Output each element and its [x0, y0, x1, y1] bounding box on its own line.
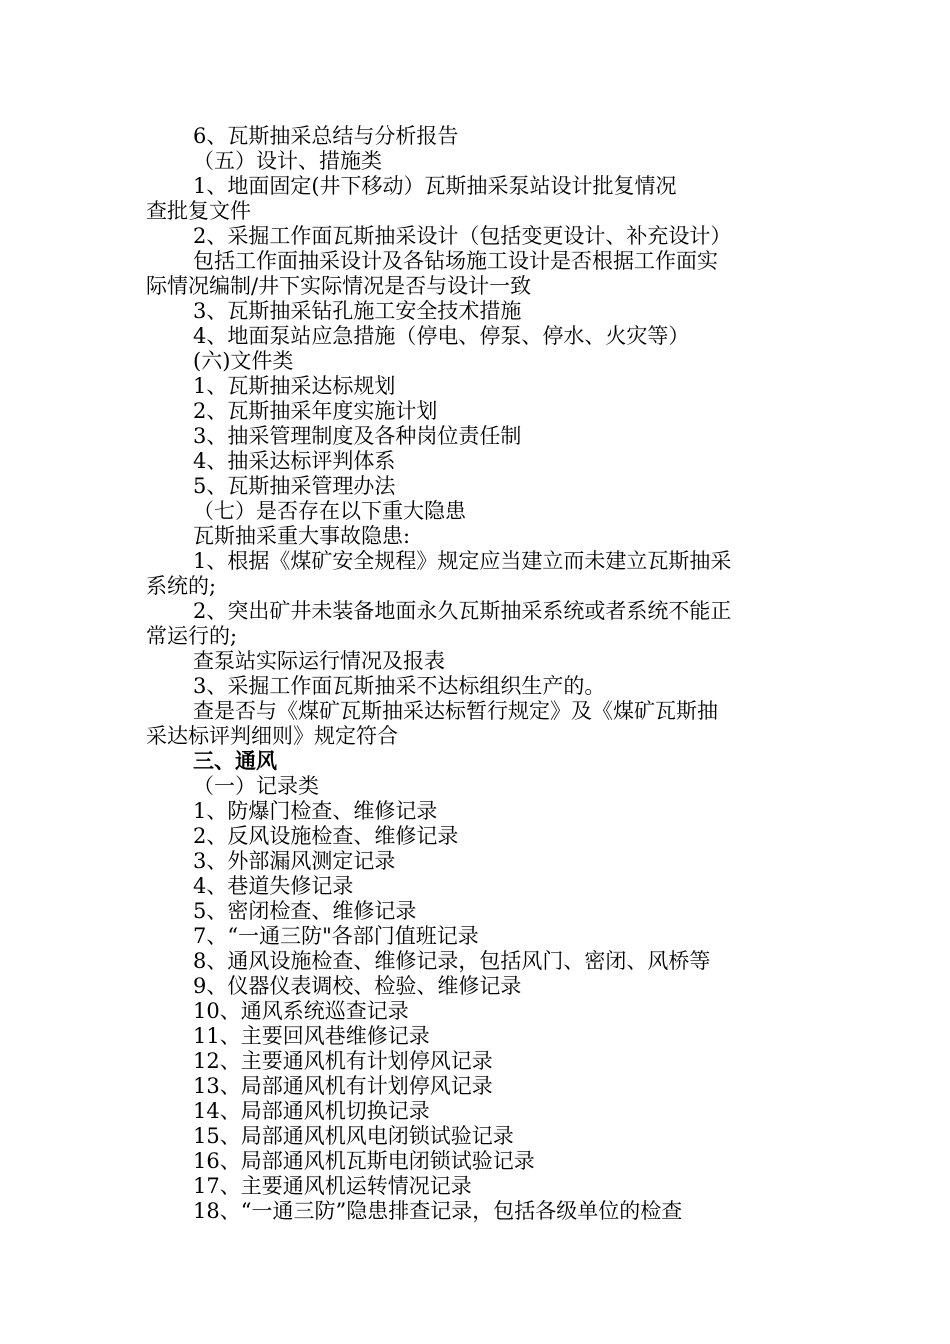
doc-line: 2、瓦斯抽采年度实施计划 — [193, 399, 438, 423]
doc-line: 采达标评判细则》规定符合 — [146, 724, 398, 748]
doc-line: 包括工作面抽采设计及各钻场施工设计是否根据工作面实 — [193, 249, 718, 273]
doc-line: 4、抽采达标评判体系 — [193, 449, 396, 473]
doc-line: 1、根据《煤矿安全规程》规定应当建立而未建立瓦斯抽采 — [193, 549, 732, 573]
doc-line: 12、主要通风机有计划停风记录 — [193, 1049, 493, 1073]
doc-line: 4、巷道失修记录 — [193, 874, 354, 898]
doc-line: 3、抽采管理制度及各种岗位责任制 — [193, 424, 522, 448]
section-heading: （七）是否存在以下重大隐患 — [193, 499, 466, 523]
doc-line: 1、防爆门检查、维修记录 — [193, 799, 438, 823]
section-heading: （一）记录类 — [193, 774, 319, 798]
doc-line: 18、“一通三防”隐患排查记录，包括各级单位的检查 — [193, 1199, 683, 1223]
doc-line: 5、瓦斯抽采管理办法 — [193, 474, 396, 498]
doc-line: 4、地面泵站应急措施（停电、停泵、停水、火灾等） — [193, 324, 690, 348]
doc-line: 14、局部通风机切换记录 — [193, 1099, 430, 1123]
doc-line: 查泵站实际运行情况及报表 — [193, 649, 445, 673]
doc-line: 3、瓦斯抽采钻孔施工安全技术措施 — [193, 299, 522, 323]
section-heading: (六)文件类 — [193, 349, 294, 373]
doc-line: 5、密闭检查、维修记录 — [193, 899, 417, 923]
doc-line: 查是否与《煤矿瓦斯抽采达标暂行规定》及《煤矿瓦斯抽 — [193, 699, 718, 723]
doc-line: 2、突出矿井未装备地面永久瓦斯抽采系统或者系统不能正 — [193, 599, 732, 623]
doc-line: 查批复文件 — [146, 199, 251, 223]
doc-line: 13、局部通风机有计划停风记录 — [193, 1074, 493, 1098]
doc-line: 常运行的; — [146, 624, 238, 648]
doc-line: 际情况编制/井下实际情况是否与设计一致 — [146, 274, 532, 298]
doc-line: 3、采掘工作面瓦斯抽采不达标组织生产的。 — [193, 674, 606, 698]
doc-line: 8、通风设施检查、维修记录，包括风门、密闭、风桥等 — [193, 949, 711, 973]
doc-line: 2、采掘工作面瓦斯抽采设计（包括变更设计、补充设计） — [193, 224, 732, 248]
doc-line: 11、主要回风巷维修记录 — [193, 1024, 430, 1048]
doc-line: 10、通风系统巡查记录 — [193, 999, 409, 1023]
doc-line: 1、地面固定(井下移动）瓦斯抽采泵站设计批复情况 — [193, 174, 677, 198]
doc-line: 7、“一通三防"各部门值班记录 — [193, 924, 479, 948]
doc-line: 系统的; — [146, 574, 217, 598]
doc-line: 1、瓦斯抽采达标规划 — [193, 374, 396, 398]
doc-line: 6、瓦斯抽采总结与分析报告 — [193, 124, 459, 148]
section-heading: （五）设计、措施类 — [193, 149, 382, 173]
doc-line: 2、反风设施检查、维修记录 — [193, 824, 459, 848]
chapter-heading: 三、通风 — [193, 748, 277, 773]
doc-line: 15、局部通风机风电闭锁试验记录 — [193, 1124, 514, 1148]
doc-line: 瓦斯抽采重大事故隐患: — [193, 524, 411, 548]
doc-line: 3、外部漏风测定记录 — [193, 849, 396, 873]
doc-line: 9、仪器仪表调校、检验、维修记录 — [193, 974, 522, 998]
doc-line: 16、局部通风机瓦斯电闭锁试验记录 — [193, 1149, 535, 1173]
doc-line: 17、主要通风机运转情况记录 — [193, 1174, 472, 1198]
